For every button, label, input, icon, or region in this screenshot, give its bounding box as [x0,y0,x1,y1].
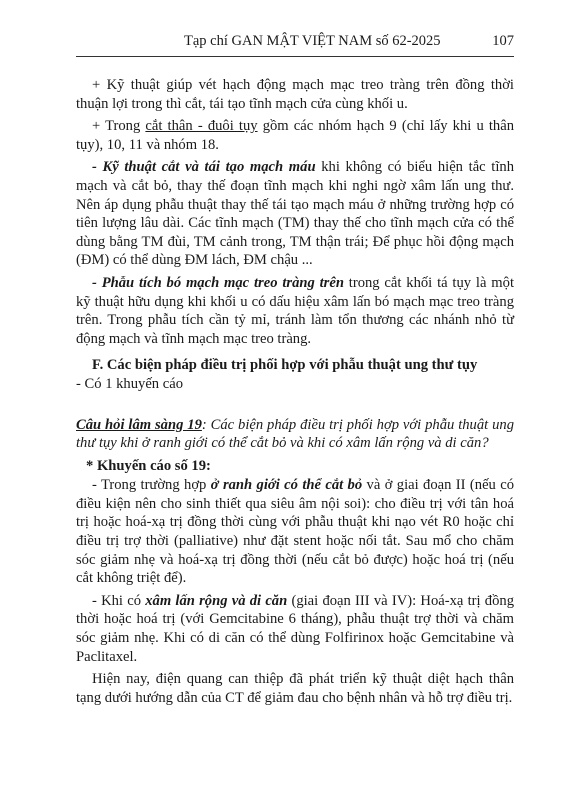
question-label: Câu hỏi lâm sàng 19 [76,416,202,433]
item-emphasis: xâm lấn rộng và di căn [145,592,288,609]
underlined-term: cắt thân - đuôi tụy [145,118,258,135]
page-number: 107 [492,33,514,49]
technique-label: - Phẫu tích bó mạch mạc treo tràng trên [92,274,344,291]
question-text: : Các biện pháp điều trị phối hợp với phẫu thuật ung thư tụy khi ở ranh giới có thể cắt bỏ và khi có xâm lấn rộng và di căn? [76,416,514,452]
technique-label: - Kỹ thuật cắt và tái tạo mạch máu [92,159,316,176]
item-prefix: - Khi có [92,592,146,609]
header-rule [76,56,514,57]
paragraph-distal-pancreatectomy [76,117,514,154]
item-text: (giai đoạn III và IV): Hoá-xạ trị đồng thời hoặc hoá trị (với Gemcitabine 6 tháng), phẫu thuật trợ thời và chăm sóc giảm nhẹ. Khi có di căn có thể dùng Folfirinox hoặc Gemcitabine và Paclitaxel. [76,592,514,665]
clinical-question [76,416,514,453]
paragraph-interventional-radiology: Hiện nay, điện quang can thiệp đã phát triển kỹ thuật diệt hạch thân tạng dưới hướng dẫn của CT để giảm đau cho bệnh nhân và hỗ trợ điều trị. [76,671,514,706]
recommendation-count: - Có 1 khuyến cáo [76,375,183,392]
paragraph-vascular-reconstruction [76,158,514,270]
recommendation-heading: * Khuyến cáo số 19: [86,457,211,474]
running-header [76,33,514,53]
section-heading: F. Các biện pháp điều trị phối hợp với phẫu thuật ung thư tụy [92,357,478,374]
item-text: và ở giai đoạn II (nếu có điều kiện nên cho sinh thiết qua siêu âm nội soi): cho điều trị với tân hoá trị hoặc hoá-xạ trị đồng thời cùng với phẫu thuật khi nạo vét R0 hoặc chỉ điều trị trợ thời (palliative) như đặt stent hoặc nối tắt. Sau mổ cho chăm sóc giảm nhẹ và hoá-xạ trị đồng thời (nếu cắt bỏ được) hoặc hoá trị (nếu cắt không triệt để). [76,477,514,587]
paragraph-prefix: + Trong [92,118,146,135]
paragraph-text: khi không có biểu hiện tắc tĩnh mạch và cắt bỏ, thay thế đoạn tĩnh mạch khi nghi ngờ xâm lấn ung thư. Nên áp dụng phẫu thuật thay thế tái tạo mạch máu ở những trường hợp có tiên lượng lâu dài. Các tĩnh mạch (TM) thay thế cho tĩnh mạch cửa có thể dùng bằng TM đùi, TM cảnh trong, TM thận trái; Để phục hồi động mạch (ĐM) có thể dùng ĐM lách, ĐM chậu ... [76,159,514,269]
recommendation-item-metastatic [76,592,514,666]
journal-title: Tạp chí GAN MẬT VIỆT NAM số 62-2025 [184,33,441,49]
paragraph-lymph-dissection: + Kỹ thuật giúp vét hạch động mạch mạc treo tràng trên đồng thời thuận lợi trong thì cắt, tái tạo tĩnh mạch cửa cùng khối u. [76,77,514,112]
item-emphasis: ở ranh giới có thể cắt bỏ [210,477,363,494]
article-body [76,76,514,711]
item-prefix: - Trong trường hợp [92,477,211,494]
paragraph-text: gồm các nhóm hạch 9 (chỉ lấy khi u thân tụy), 10, 11 và nhóm 18. [76,118,515,153]
paragraph-sma-dissection [76,274,514,348]
paragraph-text: trong cắt khối tá tụy là một kỹ thuật hữu dụng khi khối u có dấu hiệu xâm lấn bó mạch mạc treo tràng trên. Trong phẫu tích cần tỷ mỉ, tránh làm tổn thương các nhánh nhỏ từ động mạch và tĩnh mạch mạc treo tràng. [76,274,514,347]
recommendation-item-borderline [76,476,514,588]
